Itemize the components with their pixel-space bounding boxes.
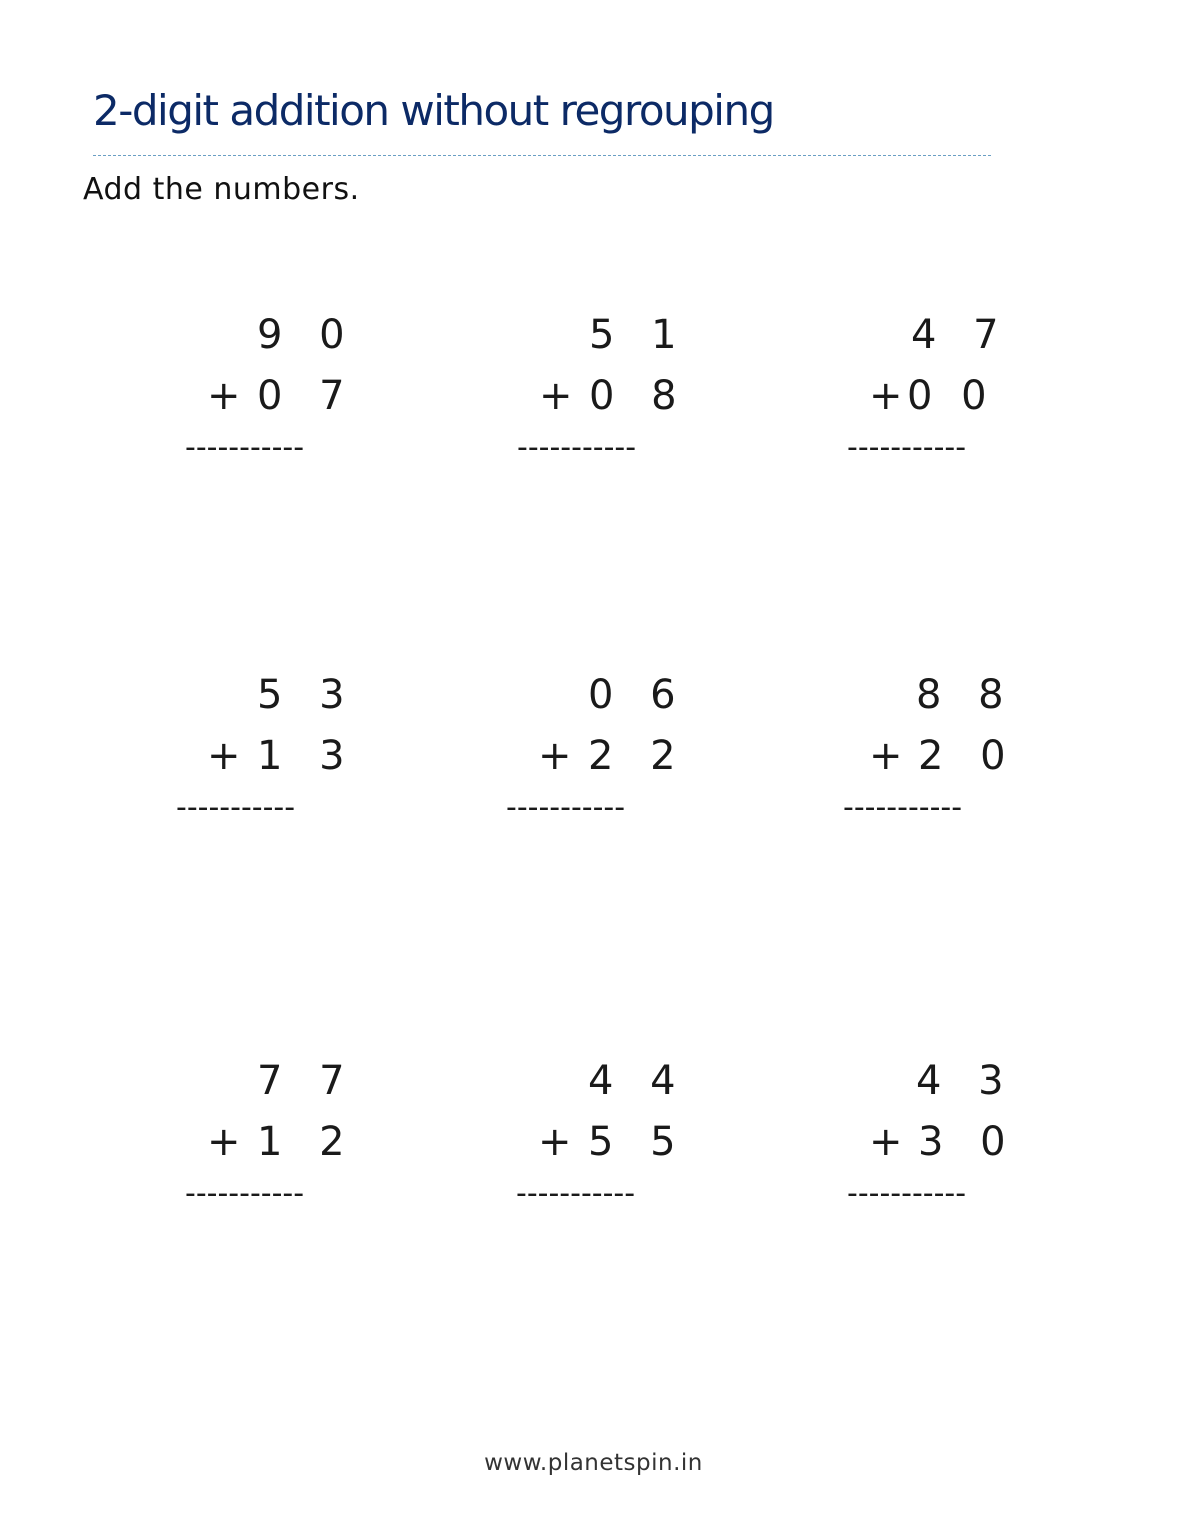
problem-top-number: 9 0 — [257, 312, 357, 358]
problem-top-number: 4 7 — [911, 312, 1011, 358]
problem-top-number: 0 6 — [588, 672, 688, 718]
problem-addend: 1 3 — [257, 733, 357, 779]
problem-1 — [185, 312, 385, 492]
problem-addend: 5 5 — [588, 1119, 688, 1165]
instruction-text: Add the numbers. — [83, 172, 360, 207]
answer-line: ----------- — [516, 1176, 636, 1211]
plus-sign: + — [207, 733, 241, 779]
answer-line: ----------- — [847, 1176, 967, 1211]
plus-sign: + — [207, 1119, 241, 1165]
problem-addend: 1 2 — [257, 1119, 357, 1165]
answer-line: ----------- — [517, 430, 637, 465]
answer-line: ----------- — [185, 1176, 305, 1211]
problem-6 — [843, 672, 1043, 852]
problem-top-number: 4 4 — [588, 1058, 688, 1104]
problem-addend: 2 0 — [918, 733, 1018, 779]
problem-7 — [185, 1058, 385, 1238]
problem-3 — [847, 312, 1047, 492]
problem-top-number: 8 8 — [916, 672, 1016, 718]
answer-line: ----------- — [185, 430, 305, 465]
problem-9 — [847, 1058, 1047, 1238]
plus-sign: + — [869, 1119, 903, 1165]
answer-line: ----------- — [176, 790, 296, 825]
problem-2 — [517, 312, 717, 492]
answer-line: ----------- — [847, 430, 967, 465]
plus-sign: + — [207, 373, 241, 419]
footer-website: www.planetspin.in — [484, 1450, 703, 1476]
problem-top-number: 4 3 — [916, 1058, 1016, 1104]
problem-addend: 0 7 — [257, 373, 357, 419]
plus-sign: + — [869, 733, 903, 779]
plus-sign: + — [869, 373, 903, 419]
problem-addend: 0 8 — [589, 373, 689, 419]
answer-line: ----------- — [843, 790, 963, 825]
problem-addend: 2 2 — [588, 733, 688, 779]
problem-addend: 0 0 — [907, 373, 995, 419]
title-divider — [93, 155, 991, 156]
problem-8 — [516, 1058, 716, 1238]
plus-sign: + — [539, 373, 573, 419]
problem-5 — [506, 672, 706, 852]
answer-line: ----------- — [506, 790, 626, 825]
problem-top-number: 5 1 — [589, 312, 689, 358]
problem-4 — [176, 672, 376, 852]
problem-top-number: 7 7 — [257, 1058, 357, 1104]
plus-sign: + — [538, 1119, 572, 1165]
plus-sign: + — [538, 733, 572, 779]
problem-top-number: 5 3 — [257, 672, 357, 718]
problem-addend: 3 0 — [918, 1119, 1018, 1165]
page-title: 2-digit addition without regrouping — [93, 86, 774, 135]
